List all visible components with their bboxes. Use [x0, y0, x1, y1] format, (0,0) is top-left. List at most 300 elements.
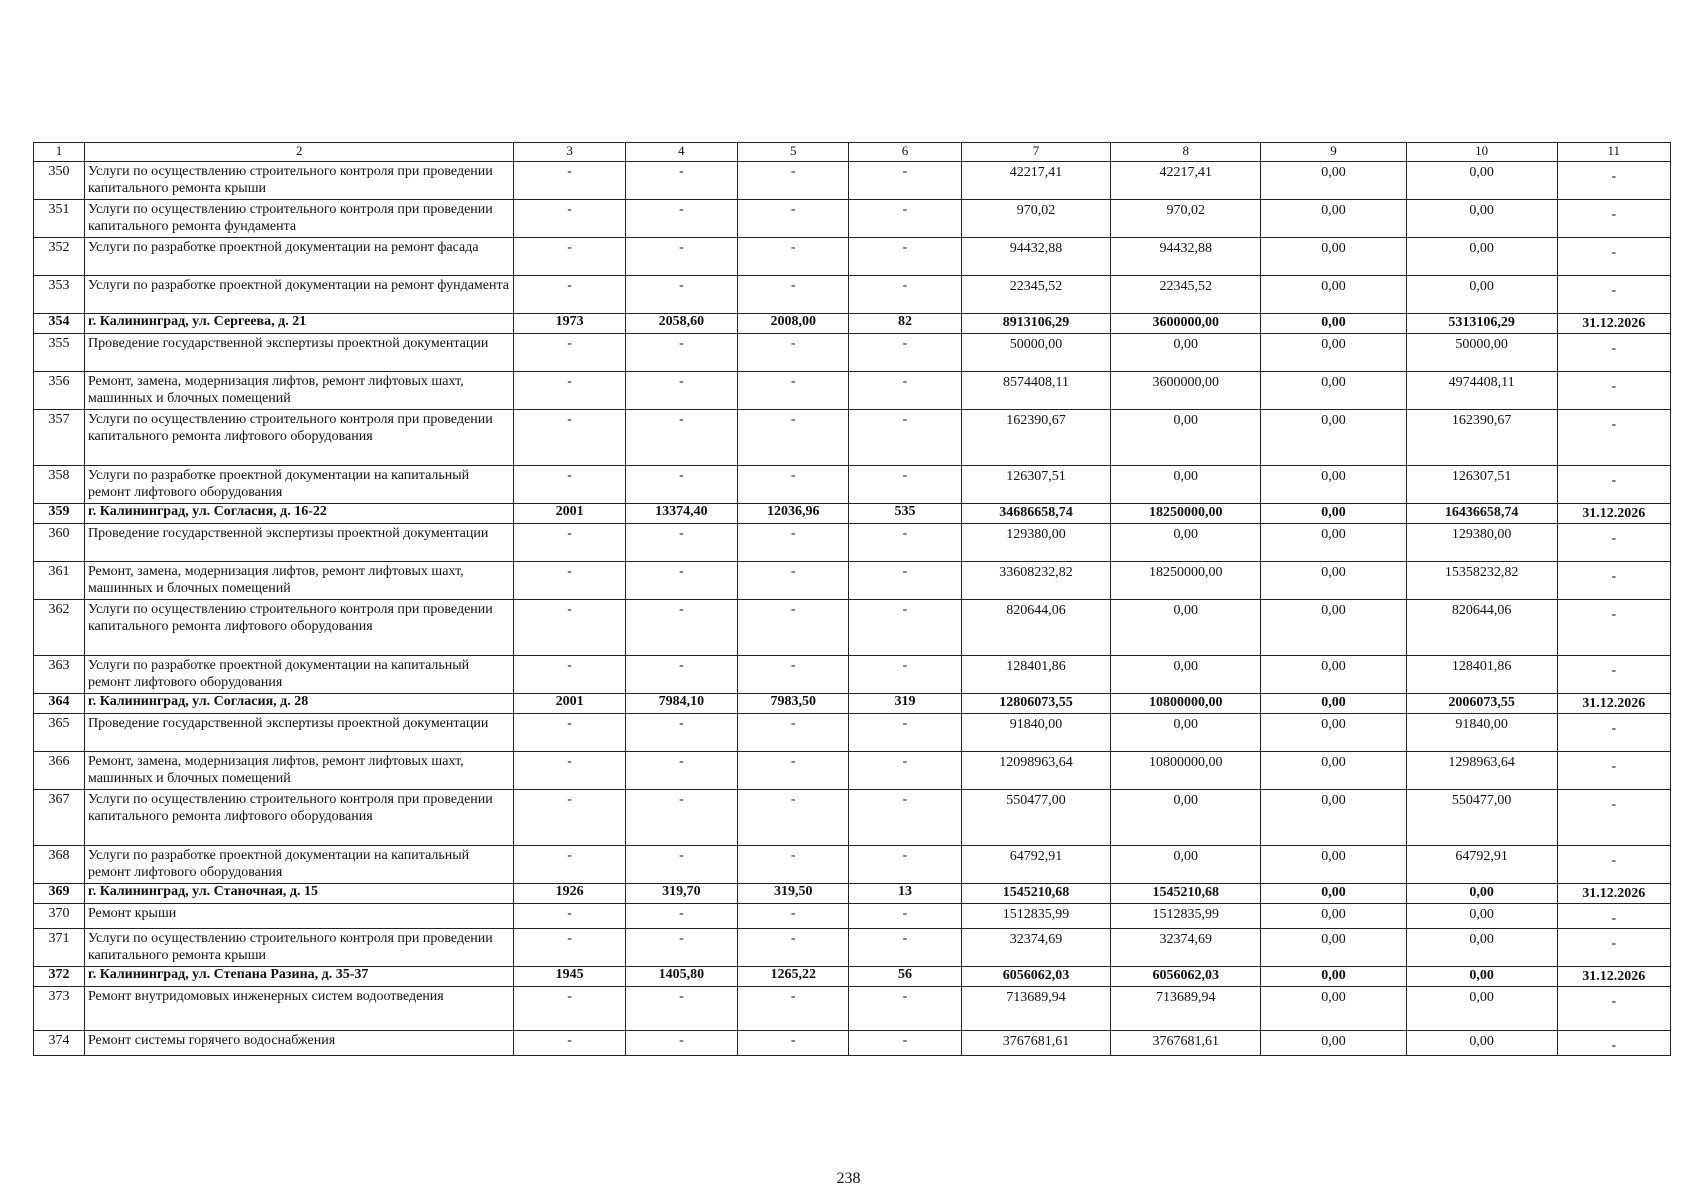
row-number: 360 [34, 524, 85, 562]
column-header: 9 [1261, 143, 1407, 162]
total-area: 13374,40 [625, 504, 737, 524]
residents: 535 [849, 504, 961, 524]
total-cost: 12098963,64 [961, 752, 1111, 790]
address-row [34, 314, 1671, 334]
living-area: - [738, 600, 849, 656]
row-number: 353 [34, 276, 85, 314]
owners-cost: 126307,51 [1406, 466, 1557, 504]
work-description: Проведение государственной экспертизы проектной документации [84, 334, 514, 372]
year-built: - [514, 334, 625, 372]
fund-cost: 0,00 [1111, 600, 1261, 656]
living-area: - [738, 372, 849, 410]
budget-cost: 0,00 [1261, 600, 1407, 656]
living-area: - [738, 987, 849, 1031]
work-row [34, 752, 1671, 790]
fund-cost: 22345,52 [1111, 276, 1261, 314]
work-description: г. Калининград, ул. Степана Разина, д. 35-37 [84, 967, 514, 987]
residents: - [849, 466, 961, 504]
work-description: Ремонт, замена, модернизация лифтов, ремонт лифтовых шахт, машинных и блочных помещений [84, 752, 514, 790]
total-area: - [625, 1031, 737, 1056]
total-area: - [625, 846, 737, 884]
deadline: - [1557, 752, 1670, 790]
fund-cost: 1512835,99 [1111, 904, 1261, 929]
total-area: - [625, 752, 737, 790]
year-built: - [514, 714, 625, 752]
row-number: 366 [34, 752, 85, 790]
year-built: - [514, 276, 625, 314]
row-number: 371 [34, 929, 85, 967]
budget-cost: 0,00 [1261, 967, 1407, 987]
fund-cost: 0,00 [1111, 790, 1261, 846]
year-built: - [514, 987, 625, 1031]
budget-cost: 0,00 [1261, 410, 1407, 466]
total-area: - [625, 714, 737, 752]
column-header: 2 [84, 143, 514, 162]
total-area: - [625, 656, 737, 694]
year-built: 2001 [514, 694, 625, 714]
living-area: - [738, 334, 849, 372]
page-number: 238 [836, 1170, 861, 1187]
living-area: - [738, 904, 849, 929]
fund-cost: 0,00 [1111, 466, 1261, 504]
deadline: 31.12.2026 [1557, 504, 1670, 524]
fund-cost: 0,00 [1111, 524, 1261, 562]
row-number: 361 [34, 562, 85, 600]
total-area: - [625, 466, 737, 504]
row-number: 367 [34, 790, 85, 846]
deadline: 31.12.2026 [1557, 967, 1670, 987]
owners-cost: 15358232,82 [1406, 562, 1557, 600]
budget-cost: 0,00 [1261, 372, 1407, 410]
total-cost: 550477,00 [961, 790, 1111, 846]
residents: - [849, 334, 961, 372]
owners-cost: 64792,91 [1406, 846, 1557, 884]
total-area: - [625, 200, 737, 238]
residents: - [849, 714, 961, 752]
row-number: 354 [34, 314, 85, 334]
year-built: - [514, 466, 625, 504]
budget-cost: 0,00 [1261, 314, 1407, 334]
fund-cost: 3600000,00 [1111, 372, 1261, 410]
budget-cost: 0,00 [1261, 524, 1407, 562]
deadline: - [1557, 334, 1670, 372]
budget-cost: 0,00 [1261, 238, 1407, 276]
living-area: - [738, 790, 849, 846]
deadline: 31.12.2026 [1557, 884, 1670, 904]
year-built: 1945 [514, 967, 625, 987]
column-header: 1 [34, 143, 85, 162]
owners-cost: 2006073,55 [1406, 694, 1557, 714]
total-cost: 94432,88 [961, 238, 1111, 276]
column-header: 3 [514, 143, 625, 162]
residents: - [849, 987, 961, 1031]
total-area: - [625, 987, 737, 1031]
total-area: - [625, 790, 737, 846]
total-cost: 3767681,61 [961, 1031, 1111, 1056]
address-row [34, 884, 1671, 904]
living-area: - [738, 524, 849, 562]
total-cost: 820644,06 [961, 600, 1111, 656]
total-cost: 126307,51 [961, 466, 1111, 504]
repair-program-table [33, 142, 1671, 1056]
row-number: 374 [34, 1031, 85, 1056]
owners-cost: 550477,00 [1406, 790, 1557, 846]
year-built: - [514, 524, 625, 562]
total-area: - [625, 162, 737, 200]
column-number-row [34, 143, 1671, 162]
work-description: Услуги по разработке проектной документации на капитальный ремонт лифтового оборудования [84, 466, 514, 504]
owners-cost: 5313106,29 [1406, 314, 1557, 334]
total-cost: 713689,94 [961, 987, 1111, 1031]
living-area: - [738, 1031, 849, 1056]
fund-cost: 3600000,00 [1111, 314, 1261, 334]
owners-cost: 0,00 [1406, 1031, 1557, 1056]
year-built: 1973 [514, 314, 625, 334]
row-number: 350 [34, 162, 85, 200]
work-description: Услуги по осуществлению строительного контроля при проведении капитального ремонта лифтового оборудования [84, 410, 514, 466]
total-cost: 22345,52 [961, 276, 1111, 314]
column-header: 10 [1406, 143, 1557, 162]
fund-cost: 94432,88 [1111, 238, 1261, 276]
residents: - [849, 410, 961, 466]
row-number: 355 [34, 334, 85, 372]
total-cost: 64792,91 [961, 846, 1111, 884]
residents: - [849, 162, 961, 200]
work-row [34, 656, 1671, 694]
deadline: - [1557, 238, 1670, 276]
deadline: - [1557, 372, 1670, 410]
work-description: Проведение государственной экспертизы проектной документации [84, 524, 514, 562]
residents: - [849, 846, 961, 884]
owners-cost: 0,00 [1406, 200, 1557, 238]
residents: - [849, 929, 961, 967]
work-row [34, 846, 1671, 884]
fund-cost: 42217,41 [1111, 162, 1261, 200]
work-row [34, 372, 1671, 410]
living-area: - [738, 200, 849, 238]
year-built: - [514, 929, 625, 967]
fund-cost: 3767681,61 [1111, 1031, 1261, 1056]
fund-cost: 0,00 [1111, 714, 1261, 752]
living-area: - [738, 276, 849, 314]
living-area: 7983,50 [738, 694, 849, 714]
deadline: - [1557, 714, 1670, 752]
row-number: 369 [34, 884, 85, 904]
budget-cost: 0,00 [1261, 466, 1407, 504]
work-row [34, 562, 1671, 600]
total-area: - [625, 929, 737, 967]
residents: - [849, 904, 961, 929]
total-cost: 1545210,68 [961, 884, 1111, 904]
column-header: 6 [849, 143, 961, 162]
residents: - [849, 656, 961, 694]
total-area: - [625, 600, 737, 656]
row-number: 372 [34, 967, 85, 987]
residents: 13 [849, 884, 961, 904]
deadline: 31.12.2026 [1557, 694, 1670, 714]
work-row [34, 1031, 1671, 1056]
budget-cost: 0,00 [1261, 929, 1407, 967]
budget-cost: 0,00 [1261, 846, 1407, 884]
deadline: - [1557, 562, 1670, 600]
residents: 319 [849, 694, 961, 714]
row-number: 364 [34, 694, 85, 714]
living-area: 319,50 [738, 884, 849, 904]
fund-cost: 18250000,00 [1111, 562, 1261, 600]
work-row [34, 714, 1671, 752]
fund-cost: 0,00 [1111, 656, 1261, 694]
row-number: 370 [34, 904, 85, 929]
work-row [34, 276, 1671, 314]
residents: - [849, 524, 961, 562]
living-area: - [738, 162, 849, 200]
total-cost: 34686658,74 [961, 504, 1111, 524]
row-number: 359 [34, 504, 85, 524]
column-header: 5 [738, 143, 849, 162]
budget-cost: 0,00 [1261, 904, 1407, 929]
row-number: 351 [34, 200, 85, 238]
total-area: - [625, 562, 737, 600]
work-row [34, 410, 1671, 466]
living-area: - [738, 238, 849, 276]
deadline: 31.12.2026 [1557, 314, 1670, 334]
living-area: 2008,00 [738, 314, 849, 334]
work-row [34, 987, 1671, 1031]
owners-cost: 0,00 [1406, 276, 1557, 314]
row-number: 368 [34, 846, 85, 884]
deadline: - [1557, 162, 1670, 200]
total-area: - [625, 276, 737, 314]
fund-cost: 18250000,00 [1111, 504, 1261, 524]
fund-cost: 0,00 [1111, 334, 1261, 372]
fund-cost: 713689,94 [1111, 987, 1261, 1031]
deadline: - [1557, 200, 1670, 238]
deadline: - [1557, 987, 1670, 1031]
total-area: - [625, 904, 737, 929]
total-cost: 12806073,55 [961, 694, 1111, 714]
owners-cost: 0,00 [1406, 967, 1557, 987]
owners-cost: 820644,06 [1406, 600, 1557, 656]
year-built: - [514, 790, 625, 846]
fund-cost: 970,02 [1111, 200, 1261, 238]
row-number: 373 [34, 987, 85, 1031]
owners-cost: 162390,67 [1406, 410, 1557, 466]
address-row [34, 504, 1671, 524]
residents: - [849, 752, 961, 790]
work-row [34, 904, 1671, 929]
residents: - [849, 372, 961, 410]
work-row [34, 162, 1671, 200]
work-description: Услуги по разработке проектной документации на капитальный ремонт лифтового оборудования [84, 656, 514, 694]
total-cost: 91840,00 [961, 714, 1111, 752]
deadline: - [1557, 410, 1670, 466]
row-number: 358 [34, 466, 85, 504]
owners-cost: 1298963,64 [1406, 752, 1557, 790]
document-page [33, 142, 1671, 1056]
work-description: Услуги по осуществлению строительного контроля при проведении капитального ремонта лифтового оборудования [84, 790, 514, 846]
work-row [34, 600, 1671, 656]
work-row [34, 200, 1671, 238]
year-built: - [514, 238, 625, 276]
fund-cost: 0,00 [1111, 410, 1261, 466]
work-row [34, 790, 1671, 846]
work-description: Ремонт системы горячего водоснабжения [84, 1031, 514, 1056]
work-description: Ремонт внутридомовых инженерных систем водоотведения [84, 987, 514, 1031]
total-area: - [625, 238, 737, 276]
deadline: - [1557, 656, 1670, 694]
total-cost: 6056062,03 [961, 967, 1111, 987]
owners-cost: 0,00 [1406, 238, 1557, 276]
owners-cost: 4974408,11 [1406, 372, 1557, 410]
total-area: 2058,60 [625, 314, 737, 334]
address-row [34, 694, 1671, 714]
fund-cost: 10800000,00 [1111, 694, 1261, 714]
year-built: - [514, 562, 625, 600]
owners-cost: 91840,00 [1406, 714, 1557, 752]
work-row [34, 238, 1671, 276]
residents: - [849, 200, 961, 238]
living-area: 1265,22 [738, 967, 849, 987]
year-built: - [514, 410, 625, 466]
living-area: - [738, 466, 849, 504]
fund-cost: 10800000,00 [1111, 752, 1261, 790]
work-description: Услуги по осуществлению строительного контроля при проведении капитального ремонта крыши [84, 162, 514, 200]
work-description: Услуги по осуществлению строительного контроля при проведении капитального ремонта фундамента [84, 200, 514, 238]
total-area: - [625, 410, 737, 466]
work-description: Ремонт, замена, модернизация лифтов, ремонт лифтовых шахт, машинных и блочных помещений [84, 372, 514, 410]
work-description: Ремонт крыши [84, 904, 514, 929]
work-description: г. Калининград, ул. Станочная, д. 15 [84, 884, 514, 904]
total-cost: 129380,00 [961, 524, 1111, 562]
year-built: - [514, 656, 625, 694]
owners-cost: 0,00 [1406, 987, 1557, 1031]
residents: - [849, 790, 961, 846]
living-area: - [738, 562, 849, 600]
work-description: Услуги по осуществлению строительного контроля при проведении капитального ремонта лифтового оборудования [84, 600, 514, 656]
total-area: 7984,10 [625, 694, 737, 714]
work-description: г. Калининград, ул. Сергеева, д. 21 [84, 314, 514, 334]
row-number: 363 [34, 656, 85, 694]
work-row [34, 466, 1671, 504]
deadline: - [1557, 524, 1670, 562]
budget-cost: 0,00 [1261, 276, 1407, 314]
residents: 56 [849, 967, 961, 987]
residents: - [849, 562, 961, 600]
fund-cost: 32374,69 [1111, 929, 1261, 967]
total-cost: 32374,69 [961, 929, 1111, 967]
owners-cost: 128401,86 [1406, 656, 1557, 694]
work-description: Проведение государственной экспертизы проектной документации [84, 714, 514, 752]
living-area: - [738, 656, 849, 694]
column-header: 11 [1557, 143, 1670, 162]
total-cost: 50000,00 [961, 334, 1111, 372]
total-cost: 128401,86 [961, 656, 1111, 694]
total-area: - [625, 334, 737, 372]
budget-cost: 0,00 [1261, 790, 1407, 846]
budget-cost: 0,00 [1261, 694, 1407, 714]
residents: - [849, 276, 961, 314]
row-number: 365 [34, 714, 85, 752]
work-row [34, 334, 1671, 372]
work-row [34, 524, 1671, 562]
fund-cost: 0,00 [1111, 846, 1261, 884]
row-number: 352 [34, 238, 85, 276]
column-header: 4 [625, 143, 737, 162]
residents: - [849, 600, 961, 656]
owners-cost: 16436658,74 [1406, 504, 1557, 524]
budget-cost: 0,00 [1261, 714, 1407, 752]
total-cost: 1512835,99 [961, 904, 1111, 929]
total-cost: 162390,67 [961, 410, 1111, 466]
work-description: Услуги по разработке проектной документации на капитальный ремонт лифтового оборудования [84, 846, 514, 884]
budget-cost: 0,00 [1261, 1031, 1407, 1056]
owners-cost: 0,00 [1406, 904, 1557, 929]
living-area: - [738, 714, 849, 752]
owners-cost: 0,00 [1406, 162, 1557, 200]
year-built: - [514, 846, 625, 884]
living-area: - [738, 846, 849, 884]
deadline: - [1557, 790, 1670, 846]
row-number: 356 [34, 372, 85, 410]
address-row [34, 967, 1671, 987]
total-cost: 42217,41 [961, 162, 1111, 200]
deadline: - [1557, 1031, 1670, 1056]
budget-cost: 0,00 [1261, 562, 1407, 600]
work-description: Услуги по осуществлению строительного контроля при проведении капитального ремонта крыши [84, 929, 514, 967]
owners-cost: 50000,00 [1406, 334, 1557, 372]
budget-cost: 0,00 [1261, 752, 1407, 790]
budget-cost: 0,00 [1261, 334, 1407, 372]
column-header: 8 [1111, 143, 1261, 162]
work-description: г. Калининград, ул. Согласия, д. 28 [84, 694, 514, 714]
residents: - [849, 1031, 961, 1056]
total-area: 1405,80 [625, 967, 737, 987]
owners-cost: 129380,00 [1406, 524, 1557, 562]
budget-cost: 0,00 [1261, 987, 1407, 1031]
year-built: - [514, 162, 625, 200]
year-built: - [514, 200, 625, 238]
year-built: 2001 [514, 504, 625, 524]
year-built: 1926 [514, 884, 625, 904]
owners-cost: 0,00 [1406, 884, 1557, 904]
total-area: 319,70 [625, 884, 737, 904]
total-cost: 33608232,82 [961, 562, 1111, 600]
year-built: - [514, 904, 625, 929]
deadline: - [1557, 846, 1670, 884]
fund-cost: 1545210,68 [1111, 884, 1261, 904]
total-area: - [625, 372, 737, 410]
total-cost: 970,02 [961, 200, 1111, 238]
budget-cost: 0,00 [1261, 200, 1407, 238]
living-area: - [738, 752, 849, 790]
work-description: Услуги по разработке проектной документации на ремонт фасада [84, 238, 514, 276]
deadline: - [1557, 466, 1670, 504]
budget-cost: 0,00 [1261, 884, 1407, 904]
year-built: - [514, 1031, 625, 1056]
row-number: 357 [34, 410, 85, 466]
total-cost: 8913106,29 [961, 314, 1111, 334]
work-description: Ремонт, замена, модернизация лифтов, ремонт лифтовых шахт, машинных и блочных помещений [84, 562, 514, 600]
living-area: - [738, 410, 849, 466]
work-description: Услуги по разработке проектной документации на ремонт фундамента [84, 276, 514, 314]
budget-cost: 0,00 [1261, 656, 1407, 694]
residents: - [849, 238, 961, 276]
work-description: г. Калининград, ул. Согласия, д. 16-22 [84, 504, 514, 524]
deadline: - [1557, 929, 1670, 967]
living-area: 12036,96 [738, 504, 849, 524]
work-row [34, 929, 1671, 967]
deadline: - [1557, 600, 1670, 656]
